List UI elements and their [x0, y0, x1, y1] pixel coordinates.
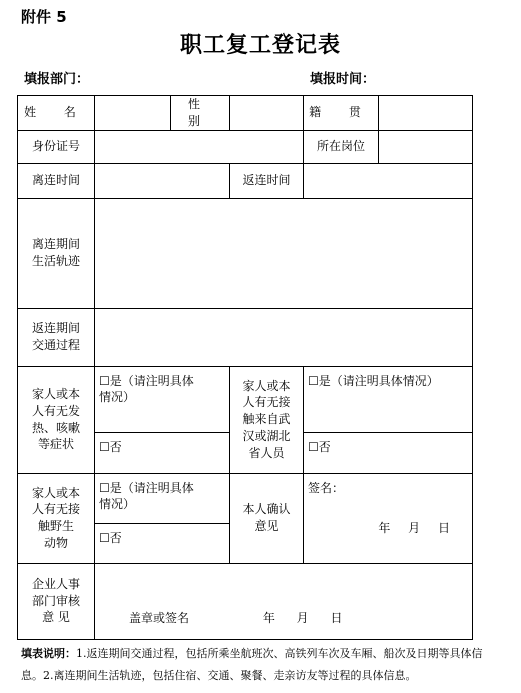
- id-number-label: 身份证号: [18, 130, 95, 163]
- gender-label: 性 别: [171, 96, 230, 131]
- hr-review-field[interactable]: [95, 563, 473, 639]
- symptom-no-option[interactable]: ☐否: [95, 432, 230, 473]
- transport-field[interactable]: [95, 308, 473, 366]
- origin-field[interactable]: [379, 96, 473, 131]
- self-confirm-field[interactable]: [304, 473, 473, 563]
- wildlife-yes-option[interactable]: ☐是（请注明具体 情况）: [95, 473, 230, 523]
- hubei-no-option[interactable]: ☐否: [304, 432, 473, 473]
- confirm-date: 年 月 日: [378, 521, 450, 536]
- post-field[interactable]: [379, 130, 473, 163]
- stamp-or-sign-text: 盖章或签名: [129, 610, 190, 625]
- fill-time-label: 填报时间：: [310, 72, 376, 87]
- wildlife-contact-label: 家人或本 人有无接 触野生 动物: [18, 473, 95, 563]
- return-time-label: 返连时间: [230, 163, 304, 198]
- registration-table: [17, 95, 473, 640]
- name-field[interactable]: [95, 96, 171, 131]
- wildlife-no-option[interactable]: ☐否: [95, 523, 230, 563]
- instructions-text: 1.返连期间交通过程，包括所乘坐航班次、高铁列车次及车厢、船次及日期等具体信息。2.离连期间生活轨迹，包括住宿、交通、聚餐、走亲访友等过程的具体信息。: [21, 647, 483, 682]
- instructions-title: 填表说明：: [21, 647, 76, 660]
- transport-label: 返连期间 交通过程: [18, 308, 95, 366]
- origin-label: 籍 贯: [304, 96, 379, 131]
- form-title: 职工复工登记表: [179, 32, 341, 58]
- signature-label: 签名：: [308, 480, 345, 495]
- life-track-field[interactable]: [95, 198, 473, 308]
- attachment-label: 附件 5: [21, 8, 67, 26]
- review-date: 年 月 日: [262, 610, 343, 625]
- hubei-contact-label: 家人或本 人有无接 触来自武 汉或湖北 省人员: [230, 366, 304, 473]
- leave-time-label: 离连时间: [18, 163, 95, 198]
- name-label: 姓 名: [18, 96, 95, 131]
- id-number-field[interactable]: [95, 130, 304, 163]
- symptom-yes-option[interactable]: ☐是（请注明具体 情况）: [95, 366, 230, 432]
- return-time-field[interactable]: [304, 163, 473, 198]
- post-label: 所在岗位: [304, 130, 379, 163]
- gender-field[interactable]: [230, 96, 304, 131]
- life-track-label: 离连期间 生活轨迹: [18, 198, 95, 308]
- hubei-yes-option[interactable]: ☐是（请注明具体情况）: [304, 366, 473, 432]
- self-confirm-label: 本人确认 意见: [230, 473, 304, 563]
- leave-time-field[interactable]: [95, 163, 230, 198]
- fill-department-label: 填报部门：: [24, 72, 90, 87]
- hr-review-label: 企业人事 部门审核 意 见: [18, 563, 95, 639]
- symptom-label: 家人或本 人有无发 热、咳嗽 等症状: [18, 366, 95, 473]
- fill-instructions: [21, 643, 501, 687]
